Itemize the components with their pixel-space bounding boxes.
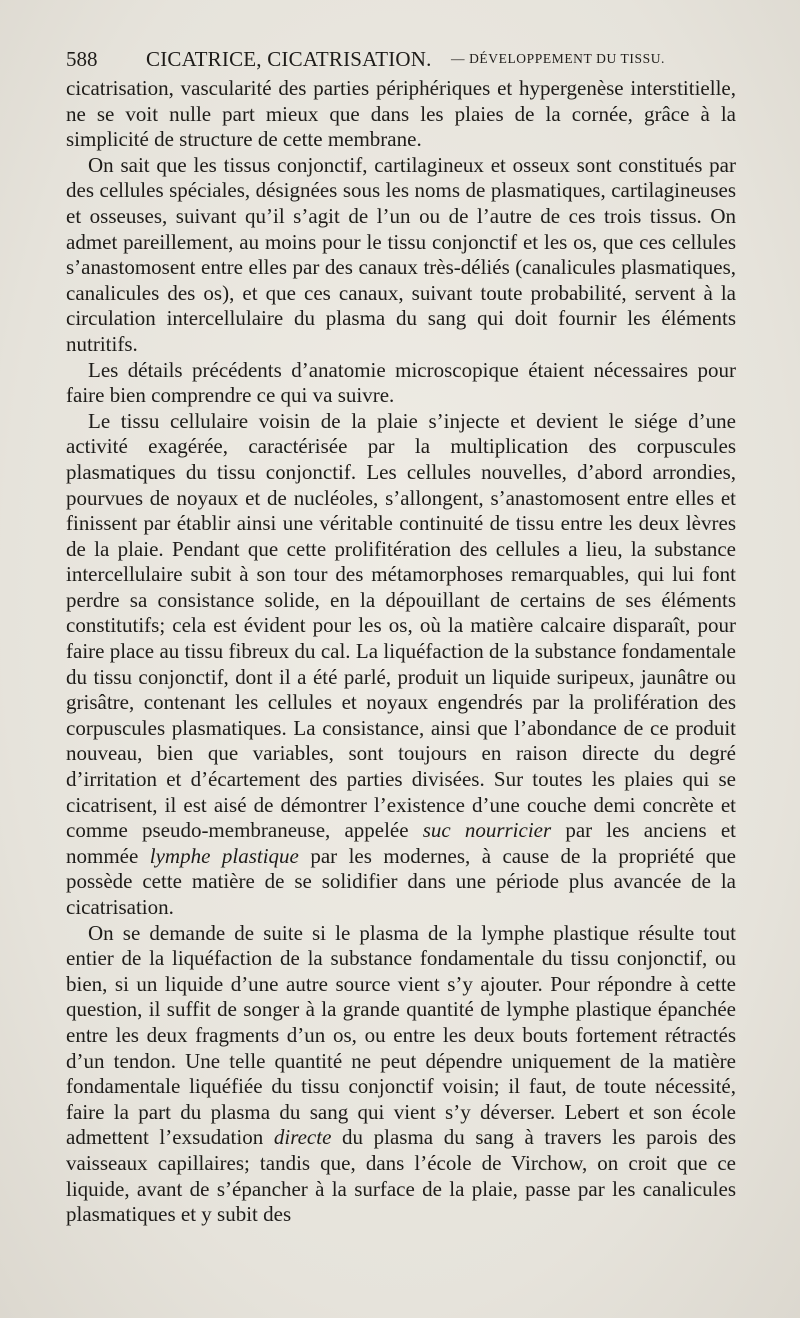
paragraph-2 [66,153,736,358]
paragraph-text: par les anciens et nommée [66,818,736,868]
italic-term: suc nourricier [422,818,552,843]
paragraph-text: du plasma du sang à travers les parois des vaisseaux capillaires; tandis que, dans l’école de Virchow, on croit que ce liquide, avant de s’épancher à la surface de la plaie, passe par les canalicules plasmatiques et y subit des [66,1125,737,1227]
paragraph-text: cicatrisation, vascularité des parties périphériques et hypergenèse interstitielle, ne se voit nulle part mieux que dans les plaies de la cornée, grâce à la simplicité de structure de cette membrane. [66,76,736,152]
running-title: CICATRICE, CICATRISATION. [146,47,432,71]
running-subtitle: — DÉVELOPPEMENT DU TISSU. [451,51,666,66]
paragraph-text: Les détails précédents d’anatomie microscopique étaient nécessaires pour faire bien comprendre ce qui va suivre. [66,357,736,408]
paragraph-text: Le tissu cellulaire voisin de la plaie s’injecte et devient le siége d’une activité exagérée, caractérisée par la multiplication des corpuscules plasmatiques du tissu conjonctif. Les cellules nouvelles, d’abord arrondies, pourvues de noyaux et de nucléoles, s’allongent, s’anastomosent entre elles et finissent par établir ainsi une véritable continuité de tissu entre les deux lèvres de la plaie. Pendant que cette prolifitération des cellules a lieu, la substance intercellulaire subit à son tour des métamorphoses remarquables, qui lui font perdre sa consistance solide, en la dépouillant de certains de ses éléments constitutifs; cela est évident pour les os, où la matière calcaire disparaît, pour faire place au tissu fibreux du cal. La liquéfaction de la substance fondamentale du tissu conjonctif, dont il a été parlé, produit un liquide suripeux, jaunâtre ou grisâtre, contenant les cellules et noyaux engendrés par la prolifération des corpuscules plasmatiques. La consistance, ainsi que l’abondance de ce produit nouveau, bien que variables, sont toujours en raison directe du degré d’irritation et d’écartement des parties divisées. Sur toutes les plaies qui se cicatrisent, il est aisé de démontrer l’existence d’une couche demi concrète et comme pseudo-membraneuse, appelée [66,408,736,843]
italic-term: lymphe plastique [149,843,299,868]
body-text [66,76,736,1228]
page-number: 588 [66,47,98,71]
italic-term: directe [273,1125,332,1150]
running-header [66,42,736,76]
paragraph-3 [66,358,736,409]
paragraph-text: On se demande de suite si le plasma de la lymphe plastique résulte tout entier de la liquéfaction de la substance fondamentale du tissu conjonctif, ou bien, si un liquide d’une autre source vient s’y ajouter. Pour répondre à cette question, il suffit de songer à la grande quantité de lymphe plastique épanchée entre les deux fragments d’un os, ou entre les deux bouts fortement rétractés d’un tendon. Une telle quantité ne peut dépendre uniquement de la matière fondamentale liquéfiée du tissu conjonctif voisin; il faut, de toute nécessité, faire la part du plasma du sang qui vient s’y déverser. Lebert et son école admettent l’exsudation [66,920,736,1150]
paragraph-5 [66,921,736,1228]
paragraph-1 [66,76,736,153]
paragraph-text: On sait que les tissus conjonctif, cartilagineux et osseux sont constitués par des cellules spéciales, désignées sous les noms de plasmatiques, cartilagineuses et osseuses, suivant qu’il s’agit de l’un ou de l’autre de ces trois tissus. On admet pareillement, au moins pour le tissu conjonctif et les os, que ces cellules s’anastomosent entre elles par des canaux très-déliés (canalicules plasmatiques, canalicules des os), et que ces canaux, suivant toute probabilité, servent à la circulation intercellulaire du plasma du sang qui doit fournir les éléments nutritifs. [66,152,736,356]
paragraph-text: par les modernes, à cause de la propriété que possède cette matière de se solidifier dans une période plus avancée de la cicatrisation. [66,843,736,919]
paragraph-4 [66,409,736,921]
